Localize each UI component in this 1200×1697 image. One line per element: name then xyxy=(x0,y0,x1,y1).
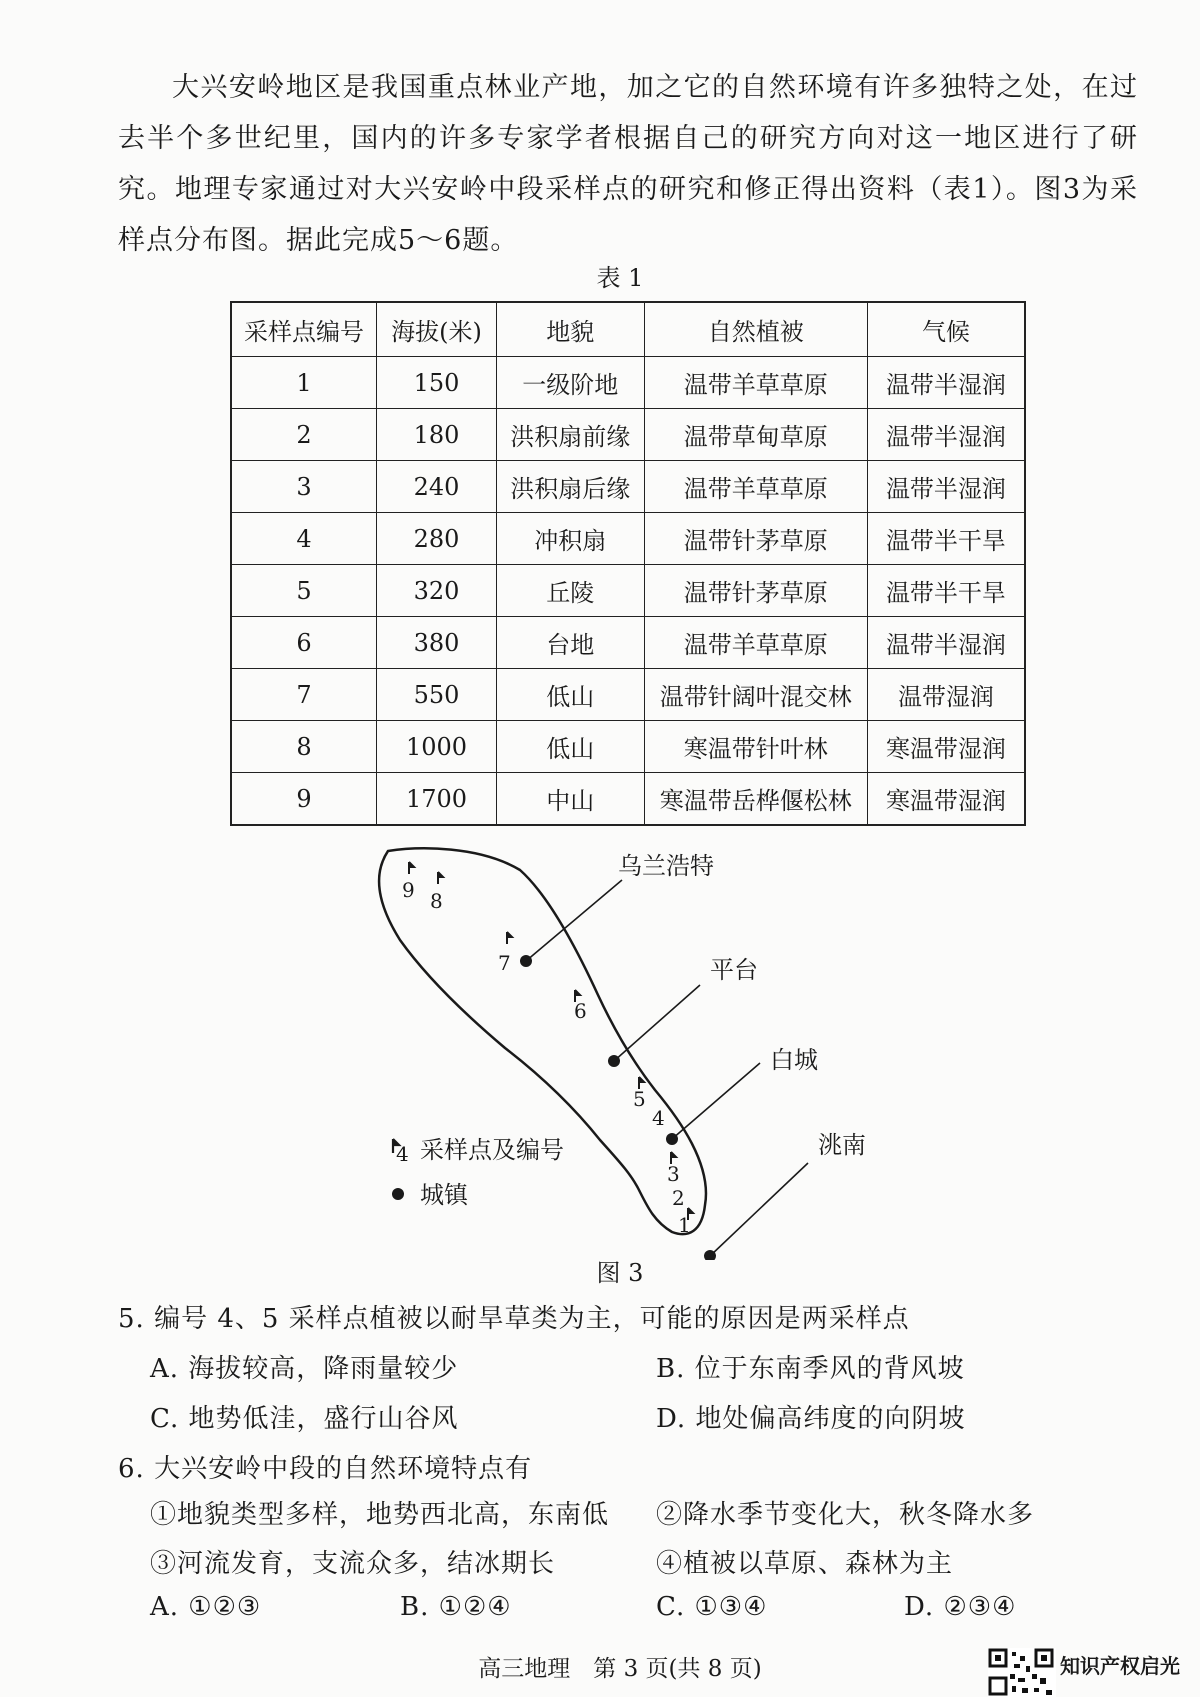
sample-flag-icon xyxy=(507,932,512,944)
header-cell: 自然植被 xyxy=(644,302,867,357)
sample-flag-icon xyxy=(409,862,414,874)
table-cell: 温带半湿润 xyxy=(867,461,1025,513)
table-cell: 温带羊草草原 xyxy=(644,461,867,513)
table-cell: 4 xyxy=(231,513,377,565)
q5-option-b: B. 位于东南季风的背风坡 xyxy=(656,1354,965,1384)
table-row xyxy=(231,357,1025,409)
header-cell: 气候 xyxy=(867,302,1025,357)
table-cell: 温带半湿润 xyxy=(867,409,1025,461)
table-row xyxy=(231,617,1025,669)
legend-point-label: 采样点及编号 xyxy=(420,1136,564,1164)
table-cell: 寒温带岳桦偃松林 xyxy=(644,773,867,826)
sample-point-label: 4 xyxy=(652,1106,665,1130)
table-cell: 温带半湿润 xyxy=(867,617,1025,669)
table-cell: 温带草甸草原 xyxy=(644,409,867,461)
sample-point-label: 2 xyxy=(672,1186,685,1210)
q5-option-d: D. 地处偏高纬度的向阴坡 xyxy=(656,1404,966,1434)
q6-statement-4: ④植被以草原、森林为主 xyxy=(656,1549,954,1579)
legend-town-marker xyxy=(392,1188,404,1200)
table-cell: 温带针阔叶混交林 xyxy=(644,669,867,721)
sampling-table xyxy=(230,301,1026,826)
sample-point-label: 8 xyxy=(430,889,443,913)
table-cell: 温带针茅草原 xyxy=(644,513,867,565)
q5-option-a: A. 海拔较高，降雨量较少 xyxy=(150,1354,459,1384)
table-cell: 1700 xyxy=(377,773,497,826)
town-marker xyxy=(666,1133,678,1145)
header-cell: 海拔(米) xyxy=(377,302,497,357)
town-label: 白城 xyxy=(770,1046,818,1074)
sample-point-label: 1 xyxy=(678,1213,691,1237)
table-cell: 温带羊草草原 xyxy=(644,357,867,409)
ip-notice: 知识产权启光 xyxy=(1060,1654,1180,1678)
sample-point-label: 5 xyxy=(633,1087,646,1111)
table-cell: 550 xyxy=(377,669,497,721)
table-cell: 洪积扇后缘 xyxy=(496,461,644,513)
town-label: 平台 xyxy=(710,956,758,984)
table-cell: 280 xyxy=(377,513,497,565)
table-cell: 380 xyxy=(377,617,497,669)
sample-point-label: 9 xyxy=(402,878,415,902)
table-cell: 2 xyxy=(231,409,377,461)
table-cell: 7 xyxy=(231,669,377,721)
table-cell: 一级阶地 xyxy=(496,357,644,409)
table-cell: 丘陵 xyxy=(496,565,644,617)
header-cell: 采样点编号 xyxy=(231,302,377,357)
table-cell: 寒温带湿润 xyxy=(867,773,1025,826)
table-cell: 洪积扇前缘 xyxy=(496,409,644,461)
table-cell: 320 xyxy=(377,565,497,617)
question-5-stem: 5. 编号 4、5 采样点植被以耐旱草类为主，可能的原因是两采样点 xyxy=(118,1304,910,1334)
table-header-row xyxy=(231,302,1025,357)
table-cell: 台地 xyxy=(496,617,644,669)
table-row xyxy=(231,669,1025,721)
table-cell: 温带针茅草原 xyxy=(644,565,867,617)
region-outline xyxy=(379,848,706,1234)
q6-option-a: A. ①②③ xyxy=(150,1592,262,1622)
q6-option-c: C. ①③④ xyxy=(656,1592,768,1622)
table-cell: 冲积扇 xyxy=(496,513,644,565)
table-cell: 低山 xyxy=(496,669,644,721)
table-row xyxy=(231,773,1025,826)
table-cell: 6 xyxy=(231,617,377,669)
town-marker xyxy=(520,955,532,967)
town-marker xyxy=(608,1055,620,1067)
q6-statement-2: ②降水季节变化大，秋冬降水多 xyxy=(656,1500,1035,1530)
town-label: 洮南 xyxy=(818,1131,866,1159)
question-6-stem: 6. 大兴安岭中段的自然环境特点有 xyxy=(118,1454,533,1484)
q6-option-d: D. ②③④ xyxy=(904,1592,1017,1622)
table-cell: 1 xyxy=(231,357,377,409)
table-caption: 表 1 xyxy=(596,264,644,292)
table-row xyxy=(231,565,1025,617)
table-cell: 寒温带湿润 xyxy=(867,721,1025,773)
sample-point-label: 7 xyxy=(498,951,511,975)
table-cell: 温带湿润 xyxy=(867,669,1025,721)
table-row xyxy=(231,461,1025,513)
table-row xyxy=(231,409,1025,461)
table-cell: 3 xyxy=(231,461,377,513)
q6-statement-3: ③河流发育，支流众多，结冰期长 xyxy=(150,1549,556,1579)
table-cell: 180 xyxy=(377,409,497,461)
header-cell: 地貌 xyxy=(496,302,644,357)
sample-flag-icon xyxy=(438,872,443,884)
page-footer: 高三地理 第 3 页(共 8 页) xyxy=(478,1656,762,1682)
qr-code-icon xyxy=(988,1648,1056,1697)
table-cell: 150 xyxy=(377,357,497,409)
figure-caption: 图 3 xyxy=(596,1259,644,1287)
table-cell: 寒温带针叶林 xyxy=(644,721,867,773)
table-cell: 中山 xyxy=(496,773,644,826)
q5-option-c: C. 地势低洼，盛行山谷风 xyxy=(150,1404,459,1434)
legend-point-number: 4 xyxy=(396,1142,409,1166)
legend-town-label: 城镇 xyxy=(420,1181,468,1209)
intro-paragraph: 大兴安岭地区是我国重点林业产地，加之它的自然环境有许多独特之处，在过去半个多世纪里，国内的许多专家学者根据自己的研究方向对这一地区进行了研究。地理专家通过对大兴安岭中段采样点的研究和修正得出资料（表1）。图3为采样点分布图。据此完成5～6题。 xyxy=(118,72,1138,256)
table-cell: 240 xyxy=(377,461,497,513)
table-cell: 9 xyxy=(231,773,377,826)
table-cell: 温带半干旱 xyxy=(867,565,1025,617)
sample-point-label: 6 xyxy=(574,999,587,1023)
table-cell: 1000 xyxy=(377,721,497,773)
table-row xyxy=(231,513,1025,565)
town-label: 乌兰浩特 xyxy=(618,852,714,880)
table-row xyxy=(231,721,1025,773)
table-cell: 5 xyxy=(231,565,377,617)
sampling-map xyxy=(0,840,1200,1260)
table-cell: 温带半湿润 xyxy=(867,357,1025,409)
q6-option-b: B. ①②④ xyxy=(400,1592,512,1622)
sample-point-label: 3 xyxy=(667,1162,680,1186)
table-cell: 温带半干旱 xyxy=(867,513,1025,565)
table-cell: 低山 xyxy=(496,721,644,773)
q6-statement-1: ①地貌类型多样，地势西北高，东南低 xyxy=(150,1500,610,1530)
table-cell: 8 xyxy=(231,721,377,773)
table-cell: 温带羊草草原 xyxy=(644,617,867,669)
